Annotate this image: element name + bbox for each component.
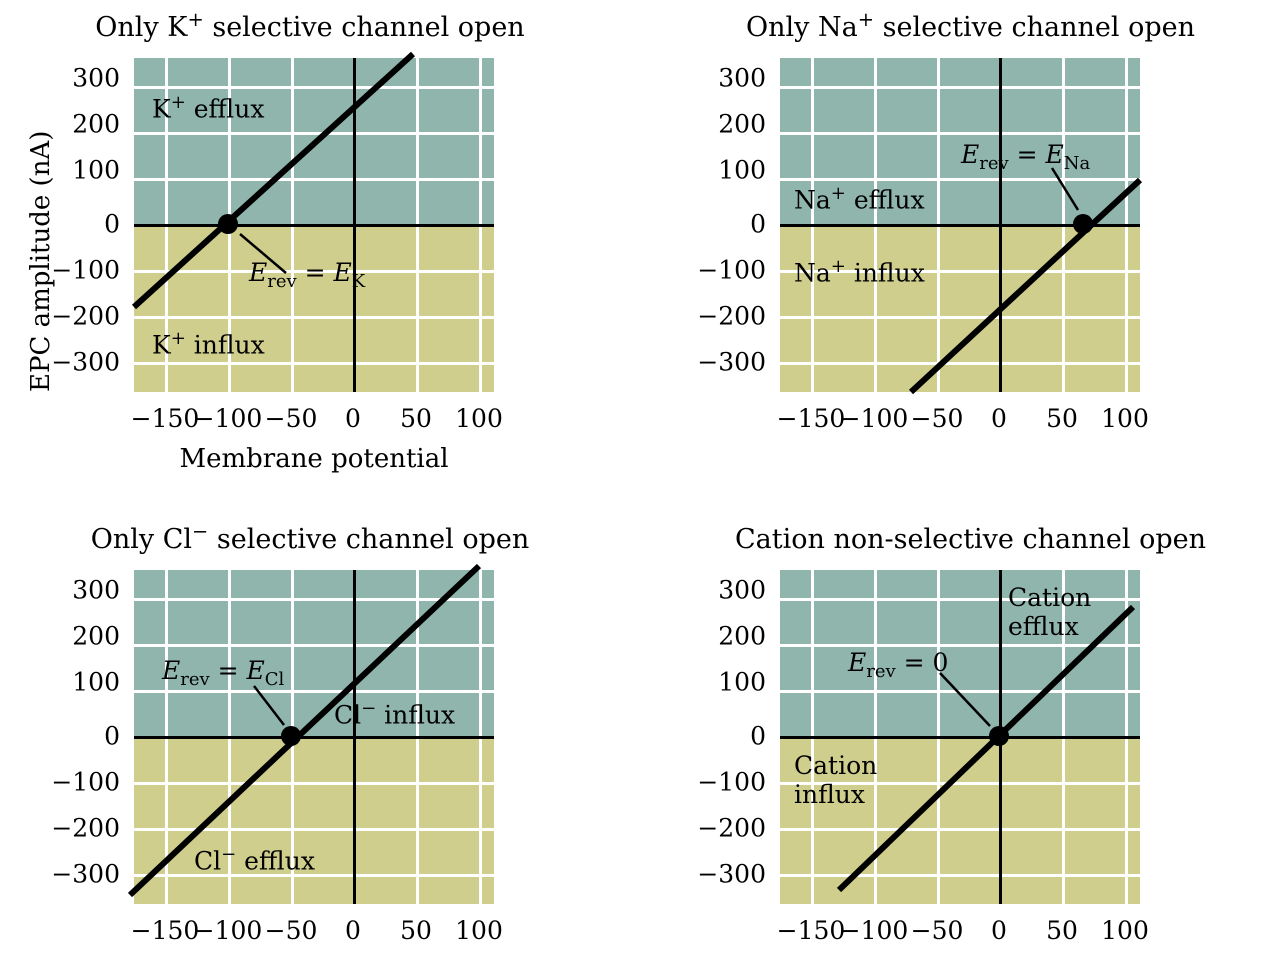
panel-title-cation — [660, 520, 1281, 555]
influx-text: Cl — [334, 700, 362, 730]
y-tick: 100 — [718, 155, 766, 185]
title-superscript: + — [857, 8, 875, 31]
x-tick: −100 — [193, 916, 263, 945]
y-tick: 0 — [750, 721, 766, 751]
influx-line2: influx — [794, 779, 865, 809]
influx-text: Na — [794, 258, 831, 288]
x-tick: 100 — [1101, 916, 1149, 945]
erev-e2: E — [246, 656, 265, 685]
x-tick: −100 — [193, 404, 263, 433]
erev-sub: rev — [180, 669, 210, 690]
y-tick: 300 — [718, 63, 766, 93]
y-tick: 100 — [72, 667, 120, 697]
x-tick: −100 — [839, 404, 909, 433]
efflux-text: Na — [794, 185, 831, 215]
erev-eq: = — [1008, 140, 1046, 169]
title-text: Only Cl — [90, 524, 193, 555]
efflux-text-2: efflux — [185, 94, 265, 124]
title-text: Only Na — [746, 12, 858, 43]
x-tick: 50 — [1046, 404, 1078, 433]
x-tick: 100 — [1101, 404, 1149, 433]
erev-e: E — [961, 140, 980, 169]
label-cl-influx — [334, 698, 455, 729]
label-k-influx — [152, 328, 265, 359]
y-tick: −300 — [697, 859, 766, 889]
efflux-sup: − — [221, 844, 237, 865]
x-tick: −50 — [264, 916, 318, 945]
x-tick: 100 — [455, 404, 503, 433]
efflux-sup: + — [830, 183, 846, 204]
influx-text-2: influx — [376, 700, 456, 730]
title-superscript: − — [192, 520, 209, 543]
title-text-2: selective channel open — [874, 12, 1195, 43]
y-tick: 100 — [718, 667, 766, 697]
erev-e2: E — [1045, 140, 1064, 169]
erev-eq: = 0 — [895, 648, 949, 677]
x-tick: 0 — [991, 404, 1007, 433]
efflux-line1: Cation — [1008, 583, 1092, 612]
label-cation-efflux — [1008, 584, 1091, 642]
y-tick: 0 — [104, 721, 120, 751]
panel-title-cl — [0, 520, 620, 555]
efflux-text: K — [152, 94, 171, 124]
title-text: Cation non-selective channel open — [735, 524, 1206, 555]
y-tick: 200 — [72, 109, 120, 139]
x-tick: −50 — [264, 404, 318, 433]
x-tick: −150 — [776, 916, 846, 945]
title-text-2: selective channel open — [203, 12, 525, 43]
title-text: Only K — [95, 12, 188, 43]
x-tick: −150 — [130, 404, 200, 433]
x-tick: 0 — [345, 404, 361, 433]
erev-sub: rev — [979, 153, 1009, 174]
efflux-text-2: efflux — [845, 185, 925, 215]
label-na-influx — [794, 256, 925, 287]
plot-area-cl — [134, 570, 494, 904]
erev-e: E — [162, 656, 181, 685]
y-tick: −200 — [51, 813, 120, 843]
y-tick: 300 — [72, 575, 120, 605]
x-tick: 50 — [1046, 916, 1078, 945]
y-tick: 100 — [72, 155, 120, 185]
x-tick: −150 — [776, 404, 846, 433]
efflux-text-2: efflux — [236, 846, 315, 876]
panel-na-channel — [660, 0, 1281, 480]
annotation-erev-k — [249, 258, 365, 292]
x-tick: −100 — [839, 916, 909, 945]
x-tick: 100 — [455, 916, 503, 945]
y-tick: −200 — [51, 301, 120, 331]
y-tick: −200 — [697, 301, 766, 331]
plot-area-cation — [780, 570, 1140, 904]
x-axis-label: Membrane potential — [179, 444, 449, 474]
y-tick: −100 — [697, 255, 766, 285]
x-tick: 0 — [991, 916, 1007, 945]
annotation-erev-cation — [848, 648, 948, 682]
erev-sub: rev — [866, 661, 896, 682]
x-tick: 50 — [400, 404, 432, 433]
label-k-efflux — [152, 92, 264, 123]
y-tick: −200 — [697, 813, 766, 843]
panel-cl-channel — [0, 512, 620, 955]
y-tick: −300 — [51, 347, 120, 377]
y-tick: −100 — [51, 255, 120, 285]
y-tick: −300 — [51, 859, 120, 889]
erev-sub2: K — [351, 271, 366, 292]
iv-curve-na — [780, 58, 1140, 392]
title-superscript: + — [187, 8, 204, 31]
panel-title-na — [660, 8, 1281, 43]
y-tick: 0 — [750, 209, 766, 239]
y-tick: −300 — [697, 347, 766, 377]
y-tick: 300 — [718, 575, 766, 605]
x-tick: 0 — [345, 916, 361, 945]
x-tick: −50 — [910, 916, 964, 945]
y-tick: 200 — [718, 109, 766, 139]
label-cation-influx — [794, 752, 877, 810]
y-tick: 200 — [718, 621, 766, 651]
efflux-sup: + — [170, 92, 186, 113]
panel-cation-nonselective — [660, 512, 1281, 955]
erev-e: E — [249, 258, 268, 287]
erev-e2: E — [333, 258, 352, 287]
y-tick: 300 — [72, 63, 120, 93]
influx-text-2: influx — [185, 330, 265, 360]
y-tick: −100 — [697, 767, 766, 797]
panel-k-channel — [0, 0, 620, 480]
influx-text: K — [152, 330, 171, 360]
plot-area-na — [780, 58, 1140, 392]
label-cl-efflux — [194, 844, 315, 875]
influx-text-2: influx — [845, 258, 925, 288]
efflux-text: Cl — [194, 846, 222, 876]
erev-eq: = — [209, 656, 247, 685]
panel-title-k — [0, 8, 620, 43]
annotation-erev-cl — [162, 656, 284, 690]
y-tick: 0 — [104, 209, 120, 239]
title-text-2: selective channel open — [208, 524, 530, 555]
erev-e: E — [848, 648, 867, 677]
influx-sup: − — [361, 698, 377, 719]
x-tick: −50 — [910, 404, 964, 433]
annotation-erev-na — [961, 140, 1090, 174]
y-axis-label: EPC amplitude (nA) — [26, 130, 56, 392]
erev-sub2: Cl — [264, 669, 285, 690]
x-tick: 50 — [400, 916, 432, 945]
erev-sub: rev — [267, 271, 297, 292]
y-tick: −100 — [51, 767, 120, 797]
efflux-line2: efflux — [1008, 611, 1079, 641]
plot-area-k — [134, 58, 494, 392]
x-tick: −150 — [130, 916, 200, 945]
influx-sup: + — [830, 256, 846, 277]
erev-sub2: Na — [1063, 153, 1091, 174]
label-na-efflux — [794, 183, 925, 214]
erev-eq: = — [296, 258, 334, 287]
influx-line1: Cation — [794, 751, 878, 780]
y-tick: 200 — [72, 621, 120, 651]
influx-sup: + — [170, 328, 186, 349]
